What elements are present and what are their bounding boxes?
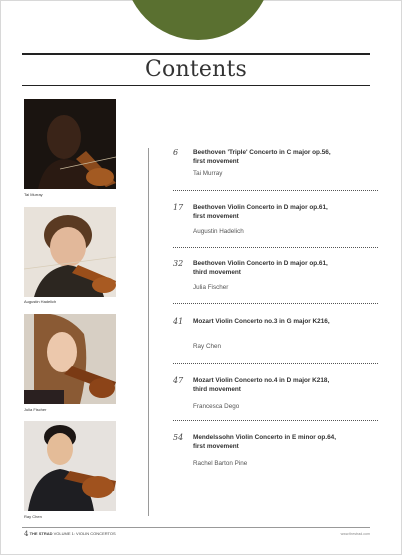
footer-page-number: 4 [24,530,29,538]
photo-caption: Julia Fischer [24,407,47,412]
entry-work-title: Mozart Violin Concerto no.3 in G major K216, [193,318,330,325]
portrait-image [24,314,116,404]
entry-artist: Augustin Hadelich [193,228,244,235]
entry-work-title: Mozart Violin Concerto no.4 in D major K218, third movement [193,377,330,393]
entry-page-number: 41 [173,317,184,326]
footer-url[interactable]: www.thestrad.com [340,532,370,536]
footer-publication: THE STRAD [29,531,53,536]
portrait-image [24,421,116,511]
photo-ray-chen [24,421,116,511]
entry-page-number: 47 [173,376,184,385]
entry-work-title: Beethoven Violin Concerto in D major op.61, third movement [193,260,328,276]
entry-artist: Rachel Barton Pine [193,460,248,467]
entry-page-number: 6 [173,148,179,157]
entry-work-title: Beethoven Violin Concerto in D major op.61, first movement [193,204,328,220]
title-top-rule [22,53,370,55]
entry-work-title: Mendelssohn Violin Concerto in E minor op.64, first movement [193,434,336,450]
photo-augustin-hadelich [24,207,116,297]
photo-caption: Augustin Hadelich [24,299,57,304]
column-divider [148,148,149,516]
dotted-separator [173,420,378,421]
entry-page-number: 54 [173,433,184,442]
dotted-separator [173,363,378,364]
entry-artist: Ray Chen [193,343,222,350]
entry-page-number: 17 [173,203,184,212]
photo-julia-fischer [24,314,116,404]
photo-caption: Ray Chen [24,514,42,519]
entry-artist: Julia Fischer [193,284,229,291]
entry-work-title: Beethoven 'Triple' Concerto in C major op.56, first movement [193,149,331,165]
title-bottom-rule [22,85,370,86]
entry-page-number: 32 [173,259,184,268]
entry-artist: Francesca Dego [193,403,240,410]
photo-caption: Tai Murray [24,192,43,197]
page-title: Contents [144,57,247,82]
photo-tai-murray [24,99,116,189]
portrait-image [24,207,116,297]
footer-rule [22,527,370,528]
dotted-separator [173,303,378,304]
dotted-separator [173,247,378,248]
footer-folio [24,530,116,538]
footer-subtitle: VOLUME 1: VIOLIN CONCERTOS [53,531,116,536]
dotted-separator [173,190,378,191]
portrait-image [24,99,116,189]
entry-artist: Tai Murray [193,170,223,177]
